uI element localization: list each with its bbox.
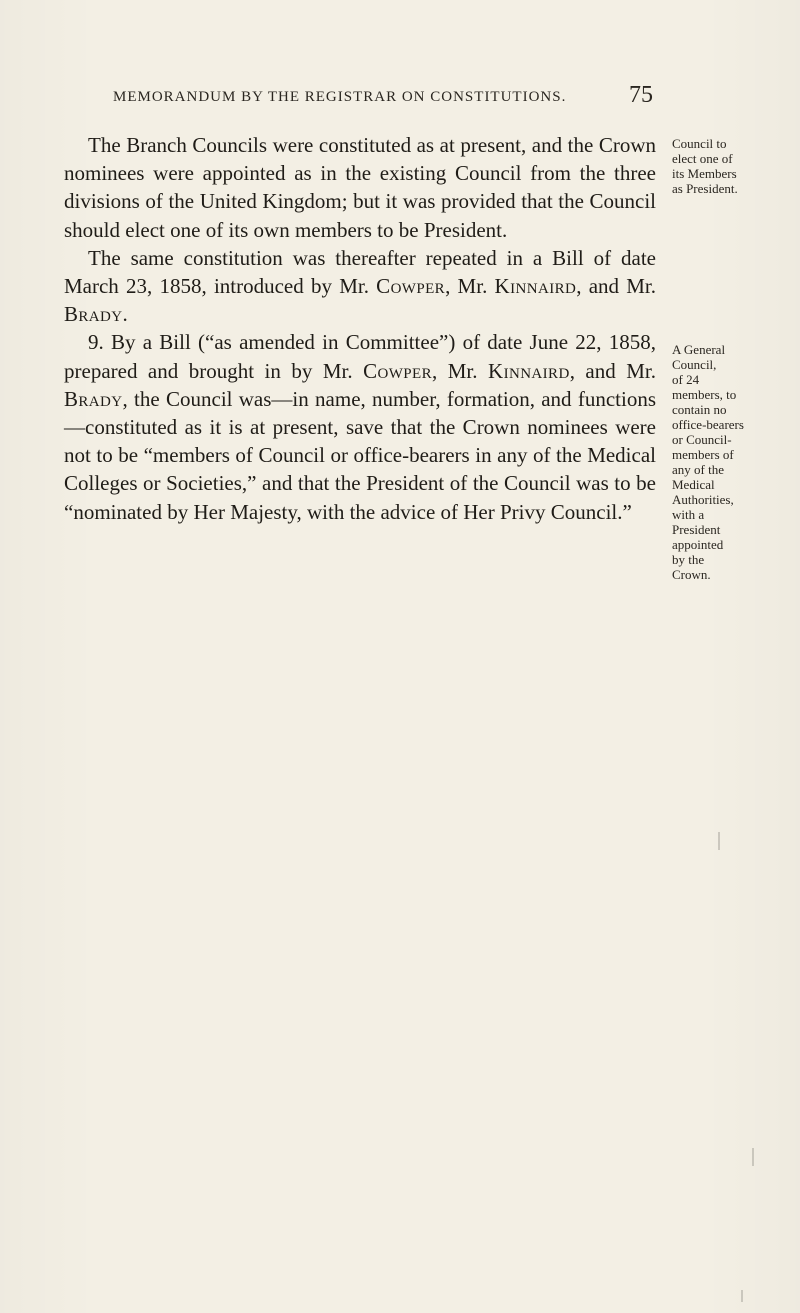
paragraph-text-part: and Mr. xyxy=(581,274,657,299)
page-header xyxy=(113,84,653,110)
name-cowper: Cowper xyxy=(376,274,446,299)
paper-mark xyxy=(741,1290,743,1302)
paragraph-text-part: , Mr. xyxy=(445,274,495,299)
name-cowper: Cowper xyxy=(363,358,433,383)
paragraph-text-part: . xyxy=(122,302,128,327)
name-kinnaird: Kinnaird xyxy=(488,358,570,383)
main-text xyxy=(64,131,656,526)
paper-mark xyxy=(752,1148,754,1166)
paragraph-text-part: , Mr. xyxy=(432,358,488,383)
name-brady: Brady xyxy=(64,386,123,411)
paragraph-text-part: , and Mr. xyxy=(569,358,656,383)
paragraph-constitution-repeated xyxy=(64,244,656,329)
margin-note-president: Council to elect one of its Members as President. xyxy=(672,136,738,196)
paragraph-text-part: , xyxy=(576,274,582,299)
paragraph-text: The Branch Councils were constituted as at present, and the Crown nominees were appointed as in the existing Council from the three divisions of the United Kingdom; but it was provided that the Council should elect one of its own members to be President. xyxy=(64,133,656,242)
paragraph-branch-councils xyxy=(64,131,656,244)
paragraph-text-part: , the Council was—in name, number, formation, and functions—constituted as it is at present, save that the Crown nominees were not to be “members of Council or office-bearers in any of the Medical Colleges or Societies,” and that the President of the Council was to be “nominated by Her Majesty, with the advice of Her Privy Council.” xyxy=(64,386,656,524)
name-brady: Brady xyxy=(64,302,123,327)
page-number: 75 xyxy=(629,82,653,108)
paper-mark xyxy=(718,832,720,850)
paragraph-text-part: The same constitution was thereafter repeated in a Bill of date March 23, 1858, introduced by Mr. xyxy=(64,245,656,299)
paragraph-bill-june-22 xyxy=(64,328,656,525)
paragraph-text-part: 9. By a Bill (“as amended in Committee”) of date June 22, 1858, prepared and brought in by Mr. xyxy=(64,330,656,383)
page-title: MEMORANDUM BY THE REGISTRAR ON CONSTITUTIONS. xyxy=(113,89,567,105)
margin-note-general-council: A General Council, of 24 members, to contain no office-bearers or Council- members of any of the Medical Authorities, with a President appointed by the Crown. xyxy=(672,342,744,582)
name-kinnaird: Kinnaird xyxy=(494,274,577,299)
